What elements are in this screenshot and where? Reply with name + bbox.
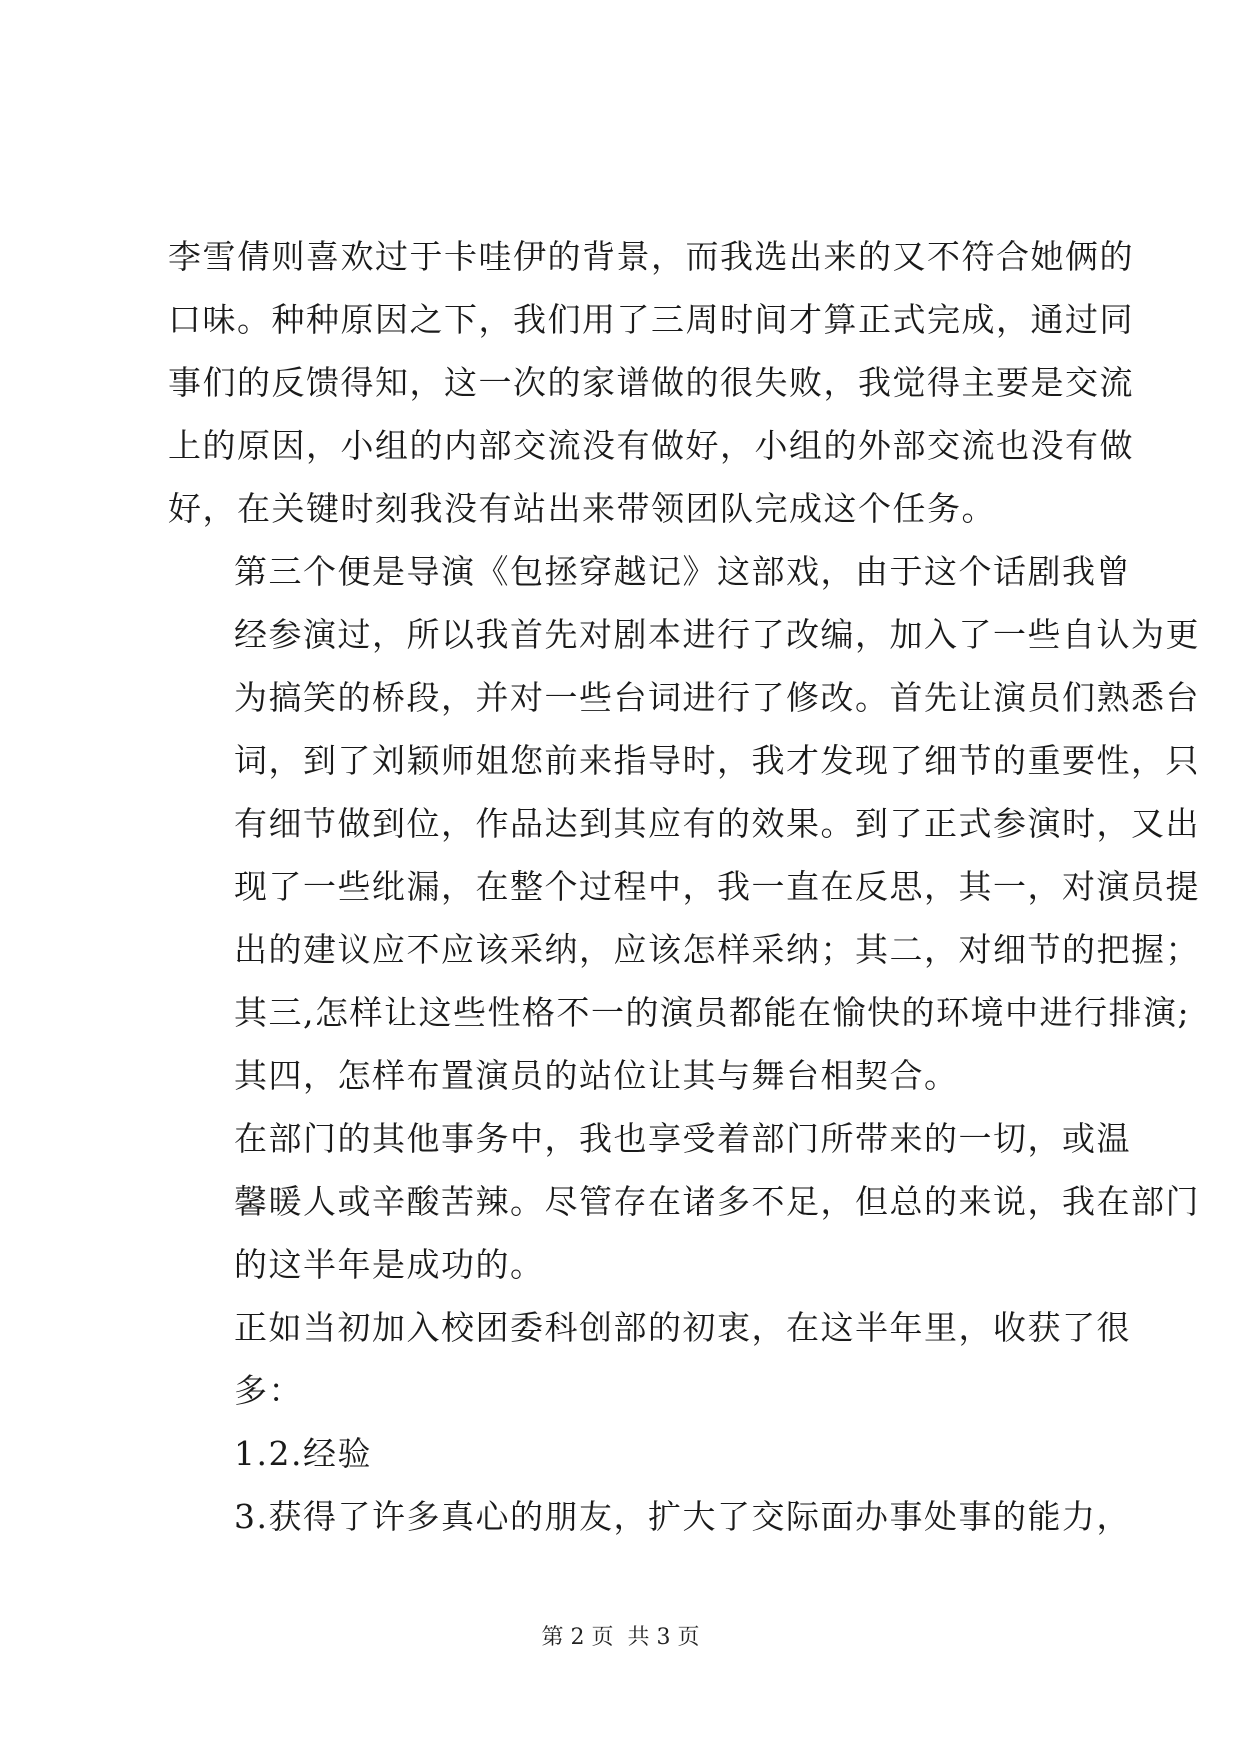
text-line: 多：: [234, 1371, 303, 1410]
text-line: 第三个便是导演《包拯穿越记》这部戏，由于这个话剧我曾: [234, 552, 1131, 591]
text-line: 上的原因，小组的内部交流没有做好，小组的外部交流也没有做: [168, 426, 1134, 465]
text-line: 为搞笑的桥段，并对一些台词进行了修改。首先让演员们熟悉台: [234, 678, 1200, 717]
paragraph: [168, 1296, 1131, 1422]
page-number: 第 2 页 共 3 页: [541, 1625, 700, 1650]
text-line: 经参演过，所以我首先对剧本进行了改编，加入了一些自认为更: [234, 615, 1200, 654]
paragraph: [168, 225, 1134, 540]
text-line: 其三,怎样让这些性格不一的演员都能在愉快的环境中进行排演;: [234, 993, 1191, 1032]
text-line: 3.获得了许多真心的朋友，扩大了交际面办事处事的能力，: [234, 1497, 1131, 1536]
text-line: 的这半年是成功的。: [234, 1245, 545, 1284]
page-footer: [0, 1620, 1241, 1651]
text-line: 其四，怎样布置演员的站位让其与舞台相契合。: [234, 1056, 959, 1095]
paragraph: [168, 1107, 1200, 1296]
paragraph: [168, 1485, 1131, 1548]
paragraph: [168, 540, 1200, 1107]
text-line: 口味。种种原因之下，我们用了三周时间才算正式完成，通过同: [168, 300, 1134, 339]
text-line: 好，在关键时刻我没有站出来带领团队完成这个任务。: [168, 489, 996, 528]
text-line: 现了一些纰漏，在整个过程中，我一直在反思，其一，对演员提: [234, 867, 1200, 906]
text-line: 1.2.经验: [234, 1434, 372, 1473]
text-line: 馨暖人或辛酸苦辣。尽管存在诸多不足，但总的来说，我在部门: [234, 1182, 1200, 1221]
text-line: 事们的反馈得知，这一次的家谱做的很失败，我觉得主要是交流: [168, 363, 1134, 402]
text-line: 词，到了刘颖师姐您前来指导时，我才发现了细节的重要性，只: [234, 741, 1200, 780]
paragraph: [168, 1422, 1078, 1485]
text-line: 李雪倩则喜欢过于卡哇伊的背景，而我选出来的又不符合她俩的: [168, 237, 1134, 276]
document-body: [168, 225, 1200, 1548]
text-line: 出的建议应不应该采纳，应该怎样采纳；其二，对细节的把握；: [234, 930, 1200, 969]
text-line: 有细节做到位，作品达到其应有的效果。到了正式参演时，又出: [234, 804, 1200, 843]
text-line: 正如当初加入校团委科创部的初衷，在这半年里，收获了很: [234, 1308, 1131, 1347]
text-line: 在部门的其他事务中，我也享受着部门所带来的一切，或温: [234, 1119, 1131, 1158]
